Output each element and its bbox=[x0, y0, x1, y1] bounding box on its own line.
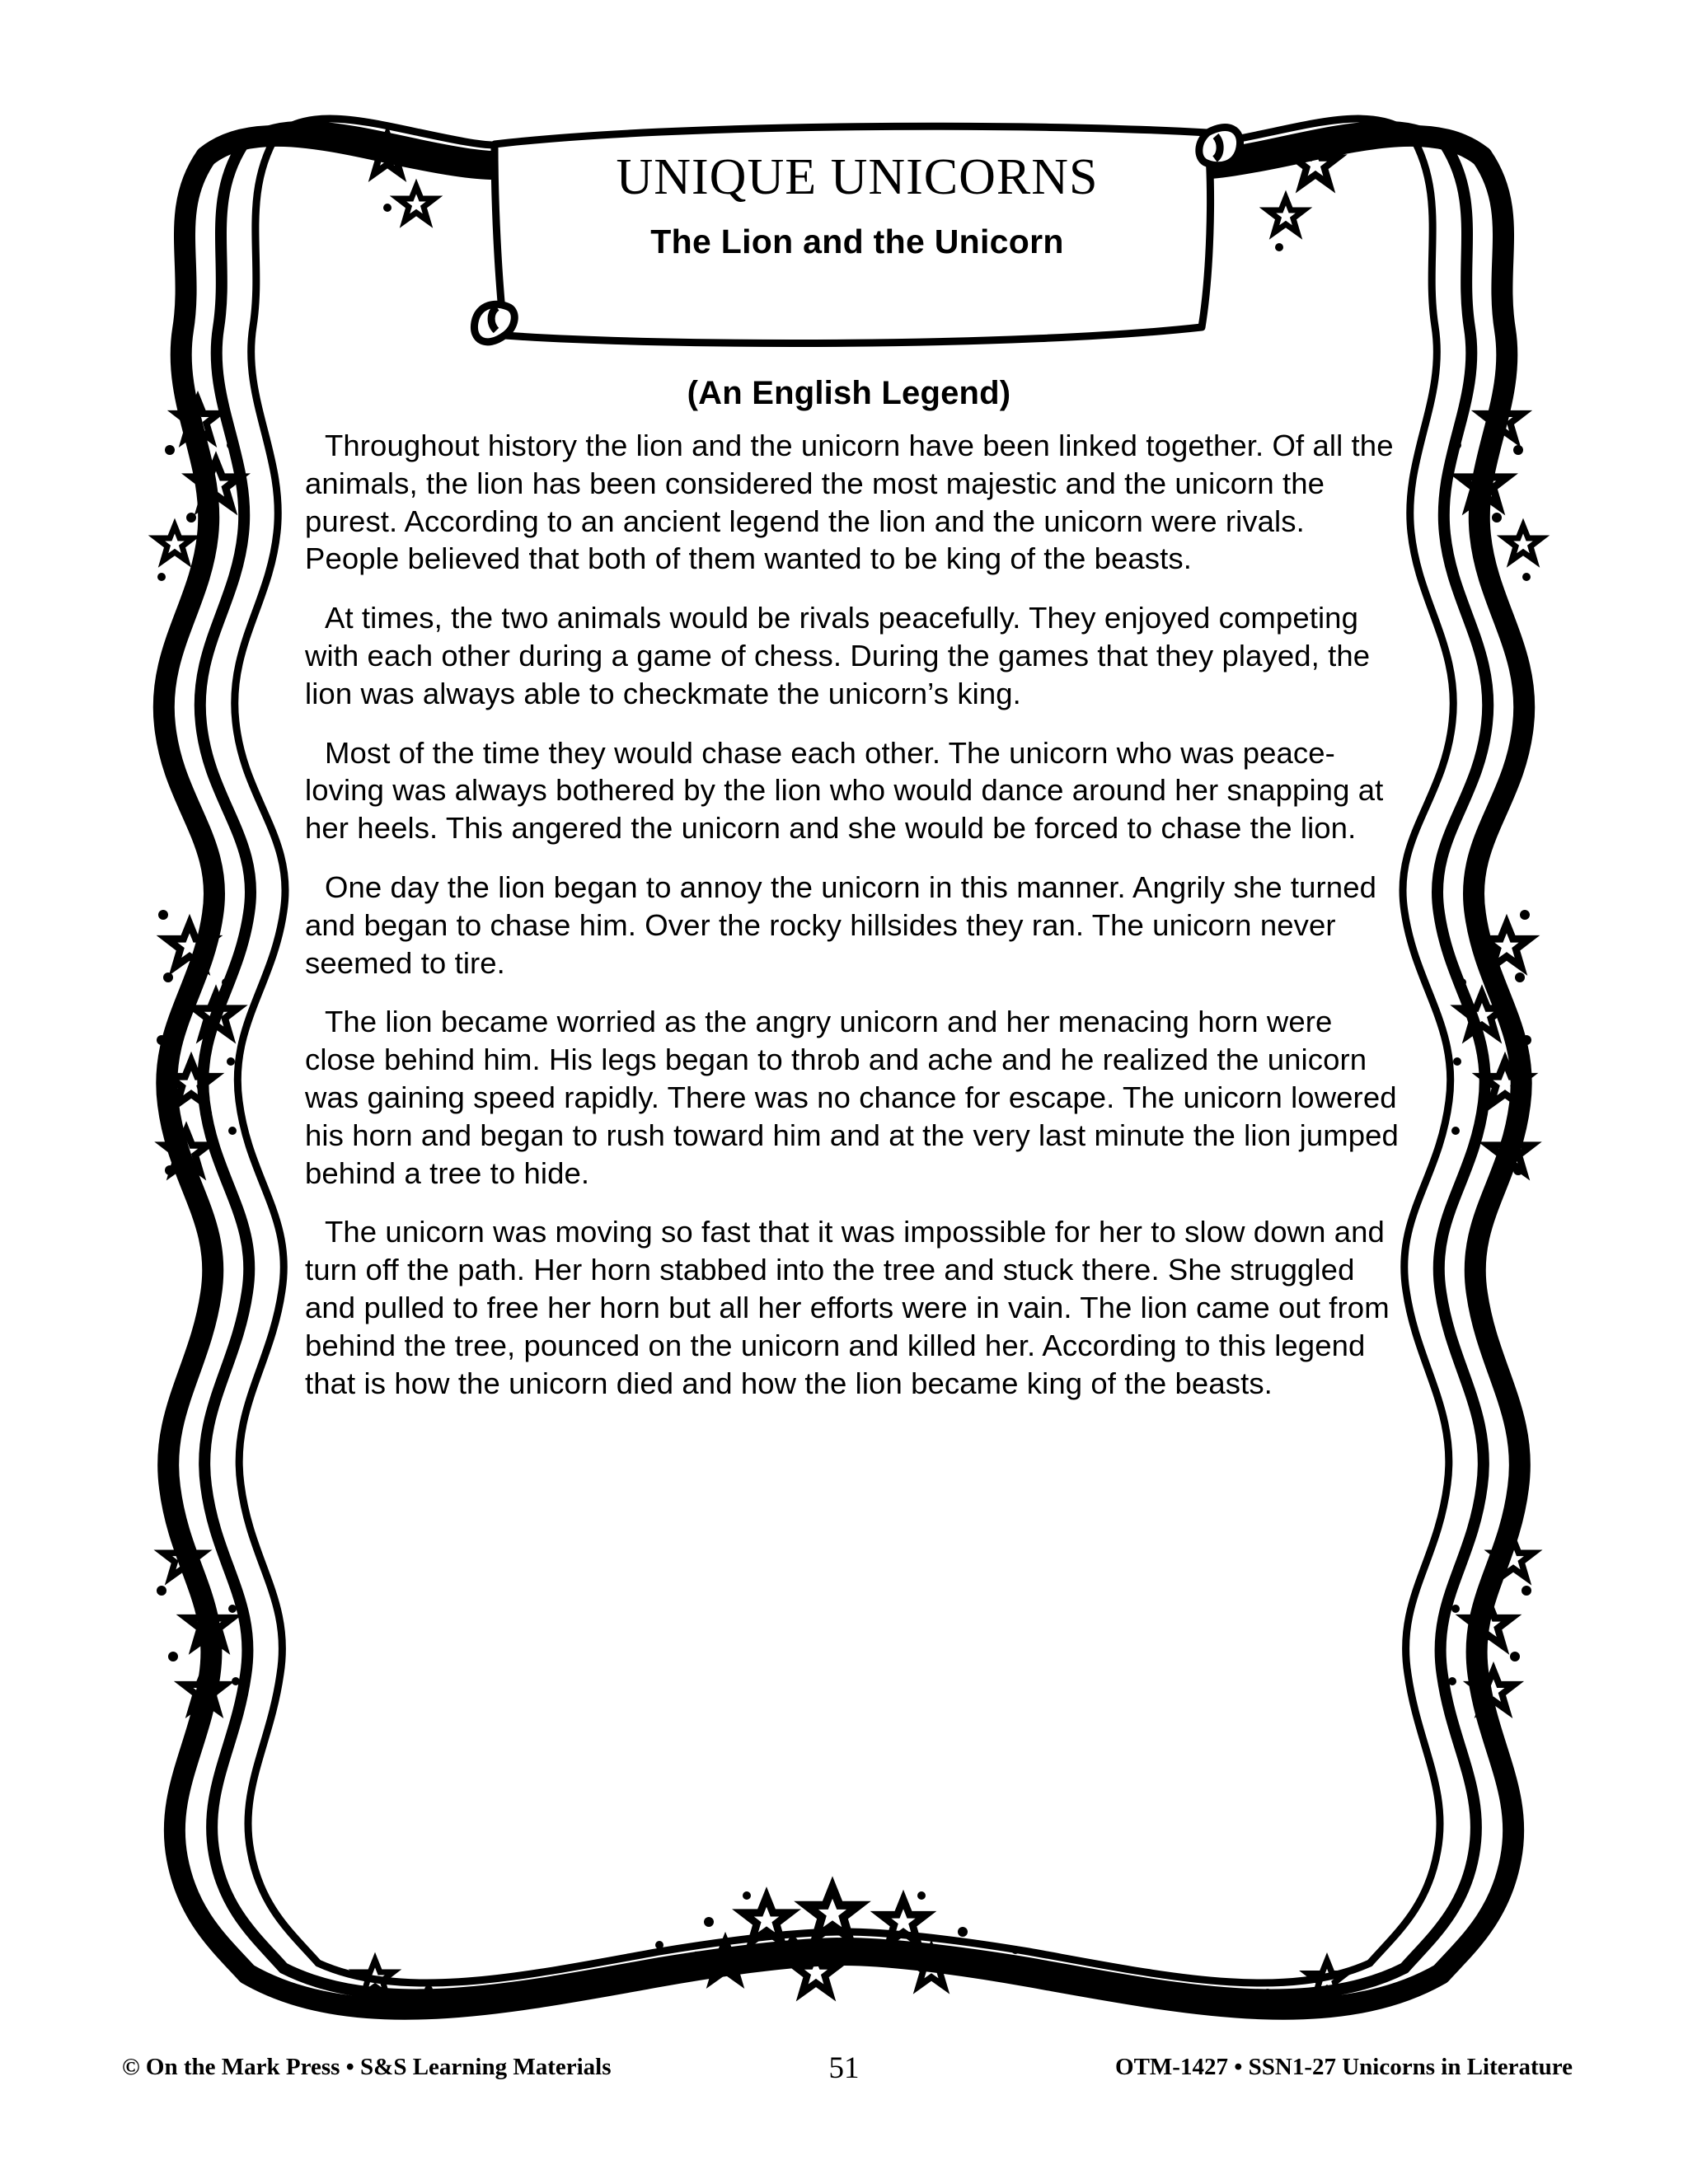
page-title: UNIQUE UNICORNS bbox=[616, 149, 1099, 205]
story-paragraph: One day the lion began to annoy the unicorn in this manner. Angrily she turned and began to chase him. Over the rocky hillsides they ran. The unicorn never seemed to tire. bbox=[305, 869, 1376, 980]
footer-copyright: © On the Mark Press • S&S Learning Materials bbox=[122, 2054, 612, 2080]
footer-product-code: OTM-1427 • SSN1-27 Unicorns in Literature bbox=[1115, 2054, 1573, 2080]
page-footer bbox=[0, 2051, 1688, 2103]
story-paragraph: The lion became worried as the angry unicorn and her menacing horn were close behind him. His legs began to throb and ache and he realized the unicorn was gaining speed rapidly. There was no chance for escape. The unicorn lowered his horn and began to rush toward him and at the very last minute the lion jumped behind a tree to hide. bbox=[305, 1005, 1399, 1190]
title-banner bbox=[462, 111, 1253, 359]
story-paragraph: Throughout history the lion and the unicorn have been linked together. Of all the animals, the lion has been considered the most majestic and the unicorn the purest. According to an ancient legend the lion and the unicorn were rivals. People believed that both of them wanted to be king of the beasts. bbox=[305, 429, 1394, 576]
story-body bbox=[305, 427, 1401, 1402]
story-paragraph: Most of the time they would chase each other. The unicorn who was peace-loving was always bothered by the lion who would dance around her snapping at her heels. This angered the unicorn and she would be forced to chase the lion. bbox=[305, 735, 1384, 846]
page-number: 51 bbox=[828, 2051, 860, 2085]
legend-label: (An English Legend) bbox=[687, 375, 1011, 411]
story-paragraph: The unicorn was moving so fast that it was impossible for her to slow down and turn off the path. Her horn stabbed into the tree and stuck there. She struggled and pulled to free her horn but all her efforts were in vain. The lion came out from behind the tree, pounced on the unicorn and killed her. According to this legend that is how the unicorn died and how the lion became king of the beasts. bbox=[305, 1215, 1390, 1400]
page-subtitle: The Lion and the Unicorn bbox=[650, 223, 1064, 261]
story-paragraph: At times, the two animals would be rivals peacefully. They enjoyed competing with each other during a game of chess. During the games that they played, the lion was always able to checkmate the unicorn’s king. bbox=[305, 601, 1371, 710]
